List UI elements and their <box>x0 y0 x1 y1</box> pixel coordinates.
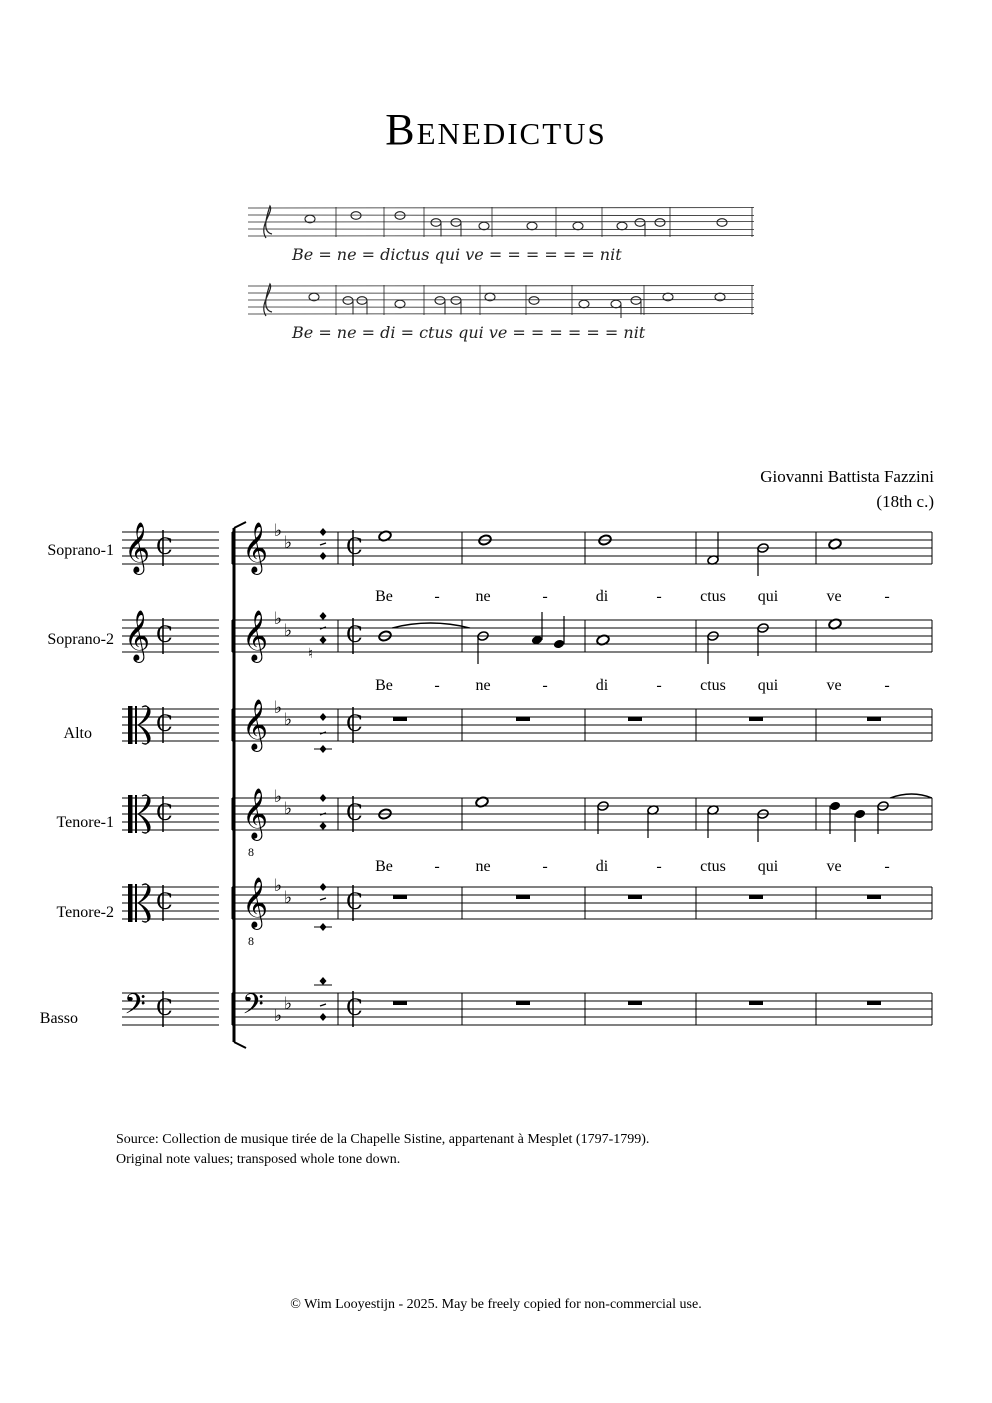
whole-rest <box>516 1001 530 1005</box>
range-note <box>320 528 327 536</box>
main-staff <box>232 532 932 564</box>
lyric-syllable: Be <box>375 858 393 875</box>
whole-rest <box>393 717 407 721</box>
treble-clef: 𝄞 <box>124 522 151 573</box>
treble-clef: 𝄞 <box>242 788 269 839</box>
flat-sign: ♭ <box>284 888 293 908</box>
range-dash <box>320 898 326 900</box>
whole-rest <box>749 1001 763 1005</box>
source-note <box>116 1130 649 1170</box>
part-label-basso: Basso <box>39 1010 78 1027</box>
flat-sign: ♭ <box>274 876 283 896</box>
range-note <box>320 883 327 891</box>
range-dash <box>320 1004 326 1006</box>
flat-sign: ♭ <box>284 799 293 819</box>
flat-sign: ♭ <box>284 621 293 641</box>
main-staff <box>232 887 932 919</box>
cut-time-signature: C <box>156 890 173 915</box>
lyric-hyphen: - <box>656 677 662 694</box>
cut-time-signature: C <box>346 890 363 915</box>
whole-rest <box>628 1001 642 1005</box>
range-note <box>320 822 327 830</box>
lyric-hyphen: - <box>884 588 890 605</box>
cut-time-signature: C <box>156 623 173 648</box>
range-note <box>320 636 327 644</box>
bass-clef: 𝄢 <box>124 988 146 1028</box>
range-note <box>320 713 327 721</box>
lyric-syllable: di <box>595 677 609 694</box>
part-label-soprano-2: Soprano-2 <box>47 631 114 648</box>
quarter-note <box>553 639 565 650</box>
tie <box>392 623 470 628</box>
flat-sign: ♭ <box>274 521 283 541</box>
whole-rest <box>516 717 530 721</box>
octave-8-mark: 8 <box>248 845 254 859</box>
cut-time-signature: C <box>346 801 363 826</box>
c-clef-bar <box>128 795 133 833</box>
lyric-syllable: ctus <box>700 588 726 605</box>
lyric-syllable: ne <box>475 588 491 605</box>
flat-sign: ♭ <box>284 994 293 1014</box>
part-label-tenore-1: Tenore-1 <box>56 814 114 831</box>
lyric-syllable: qui <box>757 677 779 694</box>
cut-time-signature: C <box>156 996 173 1021</box>
lyric-syllable: qui <box>757 858 779 875</box>
flat-sign: ♭ <box>274 1006 283 1026</box>
part-label-tenore-2: Tenore-2 <box>56 904 114 921</box>
flat-sign: ♭ <box>274 787 283 807</box>
quarter-note <box>829 801 841 812</box>
lyric-hyphen: - <box>884 677 890 694</box>
lyric-syllable: qui <box>757 588 779 605</box>
source-line-1: Source: Collection de musique tirée de la Chapelle Sistine, appartenant à Mesplet (1797-1799). <box>116 1132 650 1147</box>
main-staff <box>232 709 932 741</box>
bracket-hook <box>234 1042 246 1048</box>
piece-title: Benedictus <box>385 105 607 154</box>
c-clef-bar <box>128 706 133 744</box>
lyric-syllable: Be <box>375 677 393 694</box>
composer-date: (18th c.) <box>876 492 934 511</box>
lyric-hyphen: - <box>542 677 548 694</box>
range-note <box>320 794 327 802</box>
lyric-hyphen: - <box>884 858 890 875</box>
whole-rest <box>516 895 530 899</box>
range-note <box>320 552 327 560</box>
tie <box>890 794 932 798</box>
whole-rest <box>393 895 407 899</box>
lyric-syllable: ne <box>475 677 491 694</box>
range-note <box>320 1013 327 1021</box>
whole-rest <box>867 717 881 721</box>
cut-time-signature: C <box>346 712 363 737</box>
whole-rest <box>628 717 642 721</box>
treble-clef: 𝄞 <box>242 610 269 661</box>
treble-clef: 𝄞 <box>242 699 269 750</box>
c-clef-bar <box>135 706 137 744</box>
part-label-alto: Alto <box>63 725 92 742</box>
c-clef-bar <box>128 884 133 922</box>
whole-rest <box>749 717 763 721</box>
whole-rest <box>749 895 763 899</box>
treble-clef: 𝄞 <box>124 610 151 661</box>
whole-rest <box>628 895 642 899</box>
lyric-syllable: ne <box>475 858 491 875</box>
c-clef-bar <box>135 795 137 833</box>
lyric-hyphen: - <box>434 677 440 694</box>
lyric-syllable: di <box>595 588 609 605</box>
lyric-hyphen: - <box>656 588 662 605</box>
flat-sign: ♭ <box>274 609 283 629</box>
bass-clef: 𝄢 <box>242 988 264 1028</box>
composer-name: Giovanni Battista Fazzini <box>760 467 934 486</box>
flat-sign: ♭ <box>274 698 283 718</box>
range-note <box>320 977 327 985</box>
octave-8-mark: 8 <box>248 934 254 948</box>
cut-time-signature: C <box>156 535 173 560</box>
lyric-hyphen: - <box>434 588 440 605</box>
lyric-syllable: ve <box>826 677 842 694</box>
cut-time-signature: C <box>156 801 173 826</box>
lyric-syllable: ve <box>826 858 842 875</box>
whole-rest <box>393 1001 407 1005</box>
treble-clef: 𝄞 <box>242 522 269 573</box>
lyric-syllable: di <box>595 858 609 875</box>
main-staff <box>232 993 932 1025</box>
part-label-soprano-1: Soprano-1 <box>47 542 114 559</box>
source-line-2: Original note values; transposed whole tone down. <box>116 1152 401 1167</box>
cut-time-signature: C <box>346 996 363 1021</box>
main-staff <box>232 798 932 830</box>
flat-sign: ♭ <box>284 710 293 730</box>
whole-rest <box>867 1001 881 1005</box>
whole-rest <box>867 895 881 899</box>
lyric-hyphen: - <box>542 588 548 605</box>
lyric-syllable: Be <box>375 588 393 605</box>
cut-time-signature: C <box>346 623 363 648</box>
cut-time-signature: C <box>346 535 363 560</box>
flat-sign: ♭ <box>284 533 293 553</box>
lyric-hyphen: - <box>542 858 548 875</box>
natural-sign: ♮ <box>308 646 314 662</box>
incipit-lyrics-2: Be = ne = di = ctus qui ve = = = = = = nit <box>292 323 646 342</box>
main-staff <box>232 620 932 652</box>
incipit-lyrics-1: Be = ne = dictus qui ve = = = = = = nit <box>292 245 622 264</box>
range-note <box>320 612 327 620</box>
c-clef-bar <box>135 884 137 922</box>
lyric-syllable: ctus <box>700 677 726 694</box>
lyric-hyphen: - <box>434 858 440 875</box>
copyright-notice: © Wim Looyestijn - 2025. May be freely copied for non-commercial use. <box>290 1297 702 1312</box>
range-dash <box>320 543 326 545</box>
lyric-hyphen: - <box>656 858 662 875</box>
lyric-syllable: ctus <box>700 858 726 875</box>
cut-time-signature: C <box>156 712 173 737</box>
treble-clef: 𝄞 <box>242 877 269 928</box>
quarter-note <box>854 809 866 820</box>
lyric-syllable: ve <box>826 588 842 605</box>
